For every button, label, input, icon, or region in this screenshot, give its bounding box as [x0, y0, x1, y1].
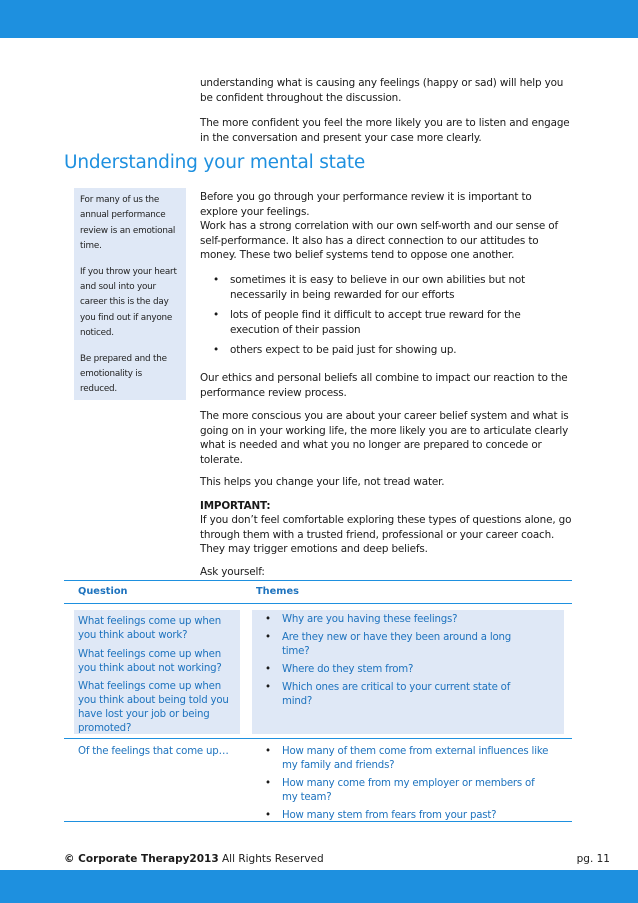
body-paragraph-5: This helps you change your life, not tread water.	[200, 476, 445, 488]
question-text: What feelings come up when you think about work?	[78, 616, 221, 641]
sidebar-paragraph-1: For many of us the annual performance review is an emotional time.	[80, 195, 176, 252]
section-title: Understanding your mental state	[64, 152, 366, 173]
themes-list	[262, 613, 540, 713]
table-bottom-rule	[64, 821, 572, 822]
copyright-bold: © Corporate Therapy2013	[64, 853, 219, 865]
sidebar-paragraph-3: Be prepared and the emotionality is reduced.	[80, 353, 167, 395]
table-header-rule	[64, 603, 572, 604]
belief-bullet-list	[208, 273, 562, 364]
body-paragraph-2: Work has a strong correlation with our own self-worth and our sense of self-performance. It also has a direct connection to our attitudes to money. These two belief systems tend to oppose one another.	[200, 220, 558, 262]
question-text: What feelings come up when you think about not working?	[78, 649, 222, 674]
body-paragraph-1: Before you go through your performance review it is important to explore your feelings.	[200, 191, 532, 218]
question-text: Of the feelings that come up…	[78, 746, 229, 757]
intro-paragraph-1: understanding what is causing any feelings (happy or sad) will help you be confident throughout the discussion.	[200, 77, 564, 104]
important-text: If you don’t feel comfortable exploring these types of questions alone, go through them with a trusted friend, professional or your career coach. They may trigger emotions and deep beliefs.	[200, 514, 572, 556]
header-bar	[0, 0, 638, 38]
footer-copyright	[64, 853, 324, 865]
sidebar-callout	[74, 188, 186, 400]
list-item: • others expect to be paid just for showing up.	[208, 343, 562, 358]
question-text: What feelings come up when you think about being told you have lost your job or being promoted?	[78, 681, 229, 734]
table-top-rule	[64, 580, 572, 581]
list-item: • sometimes it is easy to believe in our own abilities but not necessarily in being rewarded for our efforts	[208, 273, 562, 302]
body-paragraph-3: Our ethics and personal beliefs all combine to impact our reaction to the performance review process.	[200, 372, 568, 399]
list-item: • Where do they stem from?	[262, 663, 540, 677]
list-item: • How many of them come from external influences like my family and friends?	[262, 745, 552, 773]
footer-bar	[0, 870, 638, 903]
themes-list	[262, 745, 552, 827]
table-header-themes: Themes	[256, 586, 299, 597]
list-item: • lots of people find it difficult to accept true reward for the execution of their passion	[208, 308, 562, 337]
table-row-rule	[64, 738, 572, 739]
list-item: • Why are you having these feelings?	[262, 613, 540, 627]
list-item: • Are they new or have they been around a long time?	[262, 631, 540, 659]
page-number: pg. 11	[576, 853, 610, 865]
important-label: IMPORTANT:	[200, 500, 271, 512]
list-item: • How many come from my employer or members of my team?	[262, 777, 552, 805]
list-item: • Which ones are critical to your current state of mind?	[262, 681, 540, 709]
copyright-rest: All Rights Reserved	[218, 853, 324, 865]
sidebar-paragraph-2: If you throw your heart and soul into your career this is the day you find out if anyone noticed.	[80, 266, 177, 339]
body-paragraph-4: The more conscious you are about your career belief system and what is going on in your working life, the more likely you are to articulate clearly what is needed and what you no longer are prepared to concede or tolerate.	[200, 410, 569, 466]
table-header-question: Question	[78, 586, 128, 597]
ask-yourself: Ask yourself:	[200, 566, 265, 578]
list-item: • How many stem from fears from your past?	[262, 809, 552, 823]
intro-paragraph-2: The more confident you feel the more likely you are to listen and engage in the conversation and present your case more clearly.	[200, 117, 570, 144]
